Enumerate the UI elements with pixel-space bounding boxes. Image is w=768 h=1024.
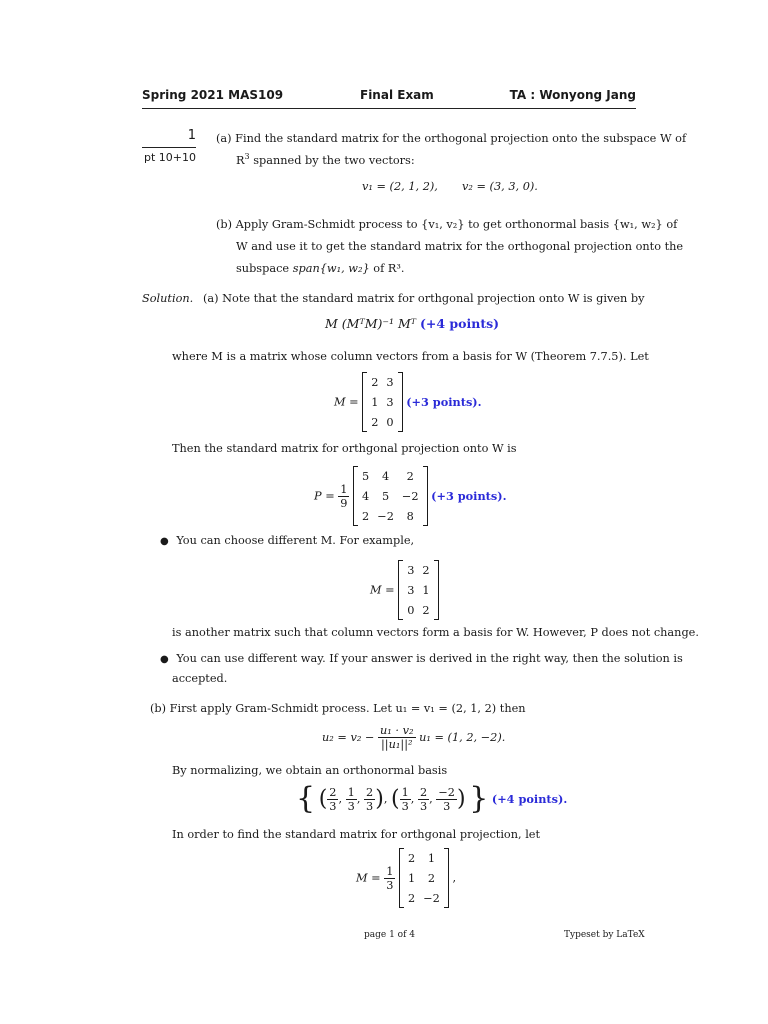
bullet-1-text: You can choose different M. For example, (176, 534, 415, 547)
problem-b-line3-post: of R³. (373, 262, 405, 275)
u2-equation (322, 724, 505, 751)
matrix-M2 (398, 560, 438, 620)
problem-b-line3-span: span{w₁, w₂} (292, 262, 370, 275)
matrix-M2-block (370, 560, 439, 620)
bullet-2 (160, 648, 683, 671)
matrix-cell: 1 (427, 851, 436, 865)
footer-page: page 1 of 4 (364, 930, 415, 940)
matrix-M3 (399, 848, 449, 908)
fraction-numerator: 1 (386, 864, 394, 878)
matrix-cell: 5 (362, 469, 370, 483)
problem-b-line2: W and use it to get the standard matrix for the orthogonal projection onto the (236, 240, 684, 253)
header-center: Final Exam (360, 88, 434, 102)
matrix-cell: 5 (381, 489, 390, 503)
where-text: where M is a matrix whose column vectors from a basis for W (Theorem 7.7.5). Let (172, 350, 649, 363)
basis-points: (+4 points). (491, 792, 568, 806)
header-rule (142, 108, 636, 109)
basis-fraction: $\frac{1}{3}$ (347, 785, 355, 813)
matrix-row (367, 412, 397, 432)
matrix-P-label: P = (314, 489, 335, 503)
u2-fraction-numerator: u₁ · v₂ (380, 724, 414, 737)
matrix-cell: −2 (377, 509, 394, 523)
matrix-cell: 2 (371, 415, 379, 429)
matrix-P (353, 466, 428, 526)
matrix-row (404, 868, 444, 888)
matrix-cell: 0 (407, 603, 415, 617)
matrix-cell: 2 (362, 509, 370, 523)
matrix-row (403, 600, 433, 620)
matrix-M3-label: M = (356, 871, 381, 885)
header-right: TA : Wonyong Jang (509, 88, 636, 102)
problem-b-line1: (b) Apply Gram-Schmidt process to {v₁, v₂} to get orthonormal basis {w₁, w₂} of (216, 218, 678, 231)
matrix-cell: 8 (406, 509, 414, 523)
projection-formula-text: M (MᵀM)⁻¹ Mᵀ (325, 316, 417, 331)
bullet-dot-2: ● (160, 654, 169, 665)
bullet-2-line2: accepted. (172, 672, 228, 685)
matrix-P-fraction (338, 483, 349, 510)
matrix-cell: 3 (407, 563, 415, 577)
matrix-cell: 1 (422, 583, 430, 597)
order-text: In order to find the standard matrix for orthgonal projection, let (172, 828, 541, 841)
matrix-M-label: M = (334, 395, 359, 409)
matrix-row (403, 560, 433, 580)
matrix-cell: 3 (407, 583, 415, 597)
matrix-M3-trail: , (452, 871, 457, 885)
matrix-row (358, 486, 423, 506)
matrix-cell: 3 (386, 375, 394, 389)
basis-fraction: $\frac{2}{3}$ (329, 785, 337, 813)
matrix-M3-block (356, 848, 456, 908)
matrix-cell: 2 (408, 891, 416, 905)
then-text: Then the standard matrix for orthgonal projection onto W is (172, 442, 517, 455)
matrix-M3-fraction (384, 865, 395, 892)
problem-number-rule (142, 147, 196, 148)
matrix-cell: 1 (371, 395, 379, 409)
matrix-cell: 2 (371, 375, 379, 389)
matrix-cell: −2 (401, 489, 419, 503)
basis-vector-w1: $\frac{2}{3}$ , $\frac{1}{3}$ , $\frac{2}{3}$ (329, 785, 374, 813)
problem-a-line2 (236, 150, 415, 172)
bullet-dot-1: ● (160, 536, 169, 547)
matrix-cell: 3 (386, 395, 394, 409)
matrix-cell: 2 (408, 851, 416, 865)
fraction-denominator: 3 (386, 878, 394, 892)
matrix-row (358, 466, 423, 486)
matrix-P-points: (+3 points). (431, 489, 507, 503)
basis-fraction: $\frac{-2}{3}$ (438, 785, 455, 813)
matrix-cell: 2 (422, 603, 430, 617)
matrix-row (367, 392, 397, 412)
u2-fraction-denominator: ||u₁||² (380, 738, 413, 751)
real-space-exponent: 3 (244, 152, 250, 162)
problem-number: 1 (187, 128, 196, 143)
matrix-cell: 4 (362, 489, 370, 503)
fraction-numerator: 1 (340, 482, 348, 496)
solution-label: Solution. (142, 292, 194, 305)
vector-v2: v₂ = (3, 3, 0). (462, 180, 538, 193)
left-brace: { (296, 781, 316, 816)
real-space-symbol: R (236, 154, 245, 167)
formula-points: (+4 points) (420, 316, 500, 331)
problem-b-line3-pre: subspace (236, 262, 290, 275)
matrix-cell: 2 (422, 563, 430, 577)
problem-b-line3 (236, 258, 404, 280)
u2-fraction (378, 724, 416, 751)
matrix-M-block (334, 372, 482, 432)
matrix-row (404, 888, 444, 908)
problem-a-line1: (a) Find the standard matrix for the orthogonal projection onto the subspace W of (216, 132, 687, 145)
bullet-1 (160, 530, 414, 553)
vector-v1: v₁ = (2, 1, 2), (362, 180, 438, 193)
solution-a-intro: (a) Note that the standard matrix for orthgonal projection onto W is given by (203, 292, 645, 305)
projection-formula (325, 316, 499, 331)
matrix-row (358, 506, 423, 526)
solution-b-intro: (b) First apply Gram-Schmidt process. Let u₁ = v₁ = (2, 1, 2) then (150, 702, 526, 715)
matrix-cell: 2 (427, 871, 436, 885)
matrix-M2-label: M = (370, 583, 395, 597)
matrix-cell: 2 (406, 469, 414, 483)
matrix-P-block (314, 466, 507, 526)
basis-fraction: $\frac{1}{3}$ (401, 785, 409, 813)
problem-points: pt 10+10 (143, 151, 196, 164)
basis-vector-w2: $\frac{1}{3}$ , $\frac{2}{3}$ , $\frac{-2}{3}$ (401, 785, 455, 813)
matrix-cell: 4 (381, 469, 390, 483)
footer-typeset: Typeset by LaTeX (564, 930, 645, 940)
u2-lhs: u₂ = v₂ − (322, 731, 375, 744)
matrix-row (404, 848, 444, 868)
another-text: is another matrix such that column vectors form a basis for W. However, P does not change. (172, 626, 699, 639)
matrix-cell: 1 (408, 871, 416, 885)
matrix-cell: 0 (386, 415, 394, 429)
u2-rhs: u₁ = (1, 2, −2). (419, 731, 506, 744)
problem-a-line2-text: spanned by the two vectors: (253, 154, 415, 167)
right-brace: } (469, 781, 489, 816)
header-left: Spring 2021 MAS109 (142, 88, 284, 102)
basis-fraction: $\frac{2}{3}$ (419, 785, 428, 813)
normalizing-text: By normalizing, we obtain an orthonormal basis (172, 764, 448, 777)
fraction-denominator: 9 (340, 496, 348, 510)
matrix-M-points: (+3 points). (406, 395, 482, 409)
basis-fraction: $\frac{2}{3}$ (366, 785, 374, 813)
matrix-row (367, 372, 397, 392)
matrix-row (403, 580, 433, 600)
bullet-2-line1: You can use different way. If your answer is derived in the right way, then the solution is (176, 652, 683, 665)
matrix-cell: −2 (423, 891, 440, 905)
orthonormal-basis: { ( $\frac{2}{3}$ , $\frac{1}{3}$ , $\frac{2}{3}$ ), ( $\frac{1}{3}$ , $\frac{2}{3}$ , $\frac{-2}{3}$ ) } (+4 points). (296, 781, 568, 816)
matrix-M (362, 372, 402, 432)
